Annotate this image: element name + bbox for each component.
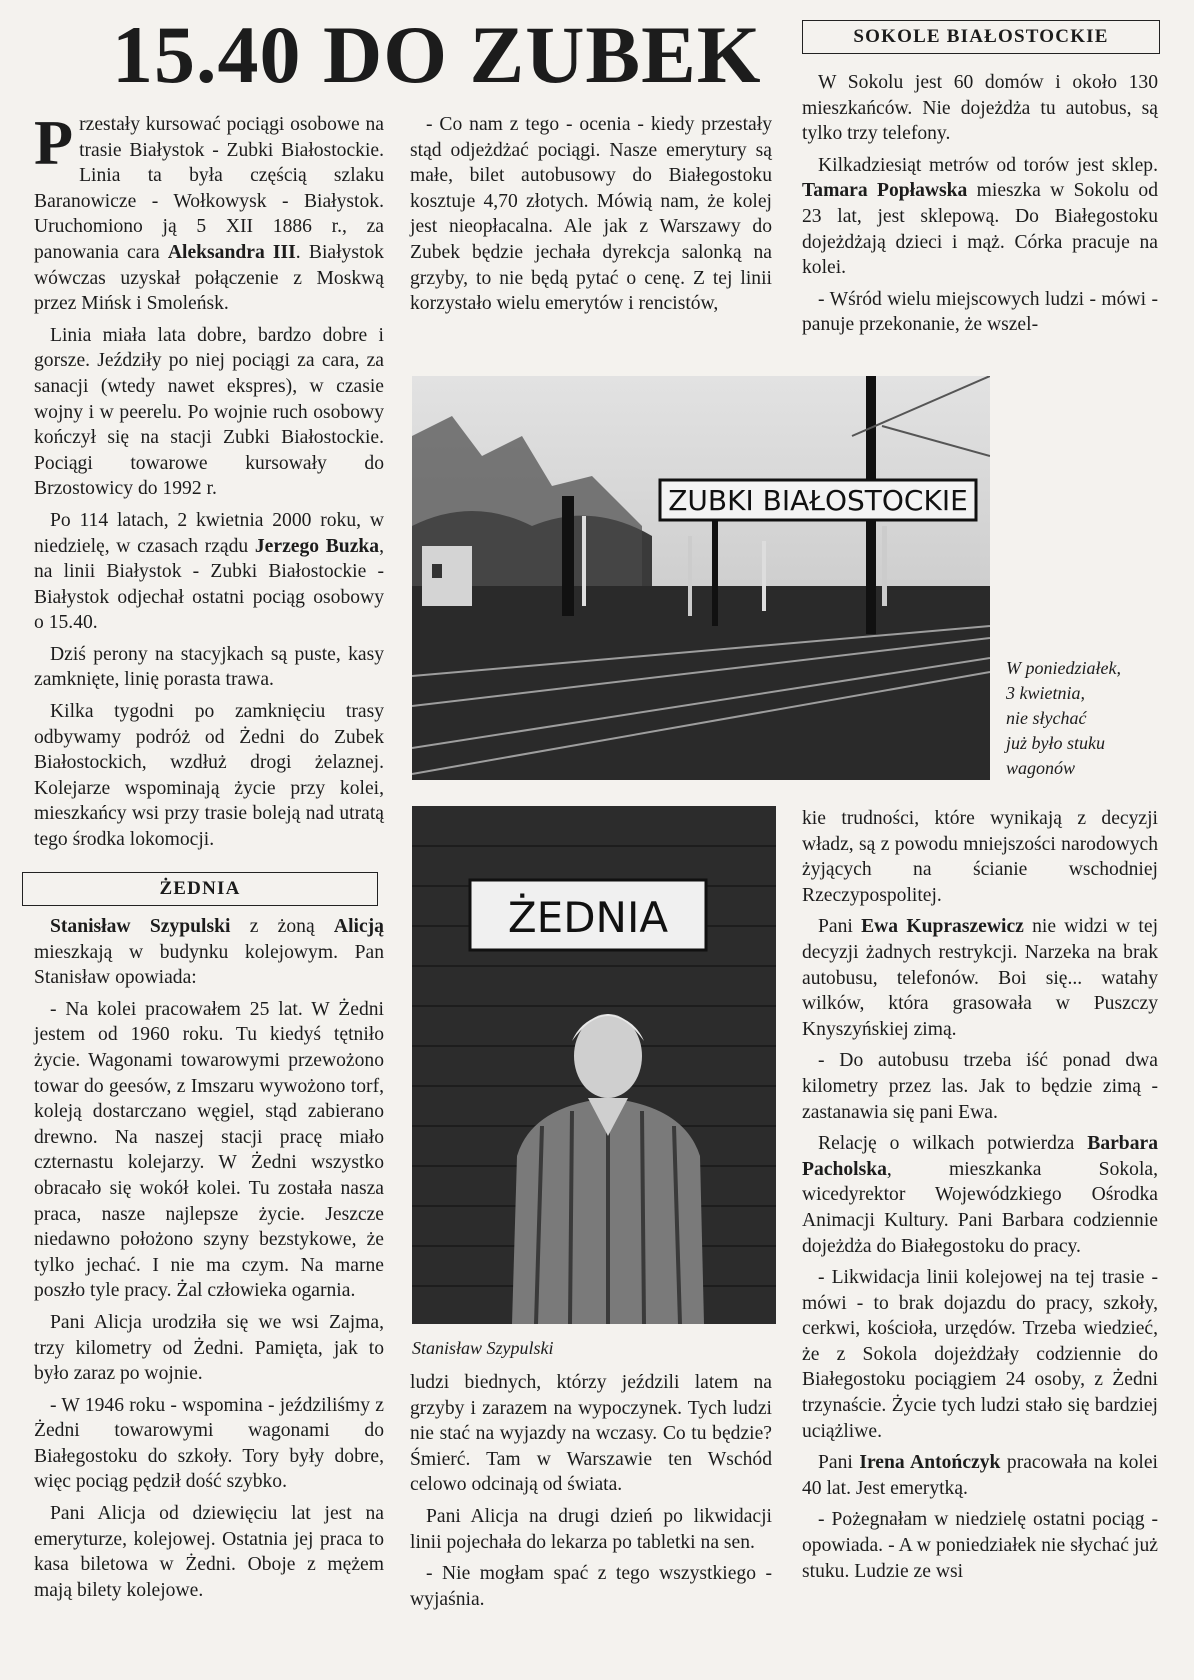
column-2-top bbox=[410, 112, 772, 323]
section-heading-zednia: ŻEDNIA bbox=[22, 872, 378, 906]
paragraph: Pani Irena Antończyk pracowała na kolei 40 lat. Jest emerytką. bbox=[802, 1452, 1159, 1499]
station-photo-svg bbox=[412, 376, 990, 780]
top-photo-caption: W poniedziałek, 3 kwietnia, nie słychać już było stuku wagonów bbox=[1006, 658, 1121, 778]
photo-stanislaw bbox=[412, 806, 776, 1324]
photo-zubki-station bbox=[412, 376, 990, 780]
paragraph: Pani Ewa Kupraszewicz nie widzi w tej decyzji żadnych restrykcji. Narzeka na brak autobusu, telefonów. Boi się... watahy wilków, która grasowała w Puszczy Knyszyńskiej zimą. bbox=[802, 916, 1159, 1040]
paragraph: Dziś perony na stacyjkach są puste, kasy zamknięte, linię porasta trawa. bbox=[34, 643, 384, 691]
paragraph: - Do autobusu trzeba iść ponad dwa kilometry przez las. Jak to będzie zimą - zastanawia się pani Ewa. bbox=[802, 1050, 1158, 1123]
section-heading-sokole: SOKOLE BIAŁOSTOCKIE bbox=[802, 20, 1160, 54]
zubki-sign-text: ZUBKI BIAŁOSTOCKIE bbox=[668, 484, 968, 517]
paragraph: Stanisław Szypulski z żoną Alicją mieszkają w budynku kolejowym. Pan Stanisław opowiada: bbox=[34, 916, 384, 989]
paragraph: kie trudności, które wynikają z decyzji władz, są z powodu mniejszości narodowych żyjących na ścianie wschodniej Rzeczypospolitej. bbox=[802, 808, 1158, 906]
column-3-top bbox=[802, 70, 1158, 344]
paragraph: - Nie mogłam spać z tego wszystkiego - wyjaśnia. bbox=[410, 1563, 772, 1610]
headline: 15.40 DO ZUBEK bbox=[112, 9, 762, 100]
paragraph: ludzi biednych, którzy jeździli latem na grzyby i zarazem na wypoczynek. Tych ludzi nie stać na wyjazdy na wczasy. Co tu będzie? Śmierć. Tam w Warszawie ten Wschód celowo odcinają od świata. bbox=[410, 1372, 772, 1496]
paragraph: Linia miała lata dobre, bardzo dobre i gorsze. Jeździły po niej pociągi za cara, za sanacji (wtedy nawet ekspres), w czasie wojny i w peerelu. Po wojnie ruch osobowy kończył się na stacji Zubki Białostockie. Pociągi towarowe kursowały do Brzostowicy do 1992 r. bbox=[34, 324, 384, 500]
column-3-bottom bbox=[802, 806, 1158, 1590]
intro-paragraph: Przestały kursować pociągi osobowe na trasie Białystok - Zubki Białostockie. Linia ta była częścią szlaku Baranowicze - Wołkowysk - Białystok. Uruchomiono ją 5 XII 1886 r., za panowania cara Aleksandra III. Białystok wówczas uzyskał połączenie z Moskwą przez Mińsk i Smoleńsk. bbox=[34, 107, 384, 315]
column-1 bbox=[34, 107, 384, 859]
paragraph: - Co nam z tego - ocenia - kiedy przestały stąd odjeżdżać pociągi. Nasze emerytury są małe, bilet autobusowy do Białegostoku kosztuje 4,70 złotych. Mówią nam, że kolej jest nieopłacalna. Ale jak z Warszawy do Zubek będzie jechała dyrekcja salonką na grzyby, to nie będą pytać o cenę. Z tej linii korzystało wielu emerytów i rencistów, bbox=[410, 114, 772, 315]
paragraph: - W 1946 roku - wspomina - jeździliśmy z Żedni towarowymi wagonami do Białegostoku do szkoły. Tory były dobre, więc pociąg pędził dość szybko. bbox=[34, 1394, 384, 1493]
column-1-zednia bbox=[34, 914, 384, 1609]
paragraph: Kilka tygodni po zamknięciu trasy odbywamy podróż od Żedni do Zubek Białostockich, wzdłuż drogi żelaznej. Kolejarze wspominają życie przy kolei, mieszkańcy wsi przy trasie boleją nad utratą tego środka lokomocji. bbox=[34, 701, 384, 851]
column-2-bottom bbox=[410, 1370, 772, 1618]
bottom-photo-caption: Stanisław Szypulski bbox=[412, 1338, 554, 1358]
paragraph: Kilkadziesiąt metrów od torów jest sklep. Tamara Popławska mieszka w Sokolu od 23 lat, jest sklepową. Do Białegostoku dojeżdżają dzieci i mąż. Córka pracuje na kolei. bbox=[802, 154, 1159, 279]
paragraph: - Likwidacja linii kolejowej na tej trasie - mówi - to brak dojazdu do pracy, szkoły, cerkwi, kościoła, urzędów. Trzeba wiedzieć, że z Sokola dojeżdżały codziennie do Białegostoku pociągiem 24 osoby, z Żedni trzynaście. Życie tych ludzi stało się bardziej uciążliwe. bbox=[802, 1267, 1158, 1442]
paragraph: Relację o wilkach potwierdza Barbara Pacholska, mieszkanka Sokola, wicedyrektor Wojewódzkiego Ośrodka Animacji Kultury. Pani Barbara codziennie dojeżdża do Białegostoku do pracy. bbox=[802, 1133, 1158, 1257]
paragraph: - Na kolei pracowałem 25 lat. W Żedni jestem od 1960 roku. Tu kiedyś tętniło życie. Wagonami towarowymi przewożono towar do geesów, z Imszaru wywożono torf, koleją dostarczano węgiel, stąd zabierano drewno. Na naszej stacji pracę miało czternastu kolejarzy. W Żedni wszystko obracało się wokół kolei. Tu została nasza praca, nasze najlepsze życie. Jeszcze niedawno położono szyny bezstykowe, że tylko jechać. I nie ma czym. Na marne poszło tyle pracy. Żal człowieka ogarnia. bbox=[34, 998, 384, 1302]
zednia-sign-text: ŻEDNIA bbox=[507, 893, 669, 942]
paragraph: Pani Alicja na drugi dzień po likwidacji linii pojechała do lekarza po tabletki na sen. bbox=[410, 1505, 772, 1553]
portrait-photo-svg bbox=[412, 806, 776, 1324]
drop-cap: P bbox=[34, 107, 74, 178]
paragraph: - Wśród wielu miejscowych ludzi - mówi - panuje przekonanie, że wszel- bbox=[802, 288, 1158, 336]
paragraph: Pani Alicja od dziewięciu lat jest na emeryturze, kolejowej. Ostatnia jej praca to kasa biletowa w Żedni. Oboje z mężem mają bilety kolejowe. bbox=[34, 1503, 384, 1601]
paragraph: - Pożegnałam w niedzielę ostatni pociąg - opowiada. - A w poniedziałek nie słychać już stuku. Ludzie ze wsi bbox=[802, 1509, 1158, 1582]
paragraph: W Sokolu jest 60 domów i około 130 mieszkańców. Nie dojeżdża tu autobus, są tylko trzy telefony. bbox=[802, 72, 1158, 145]
paragraph: Po 114 latach, 2 kwietnia 2000 roku, w niedzielę, w czasach rządu Jerzego Buzka, na linii Białystok - Zubki Białostockie - Białystok odjechał ostatni pociąg osobowy o 15.40. bbox=[34, 509, 384, 634]
paragraph: Pani Alicja urodziła się we wsi Zajma, trzy kilometry od Żedni. Pamięta, jak to było zaraz po wojnie. bbox=[34, 1311, 384, 1385]
